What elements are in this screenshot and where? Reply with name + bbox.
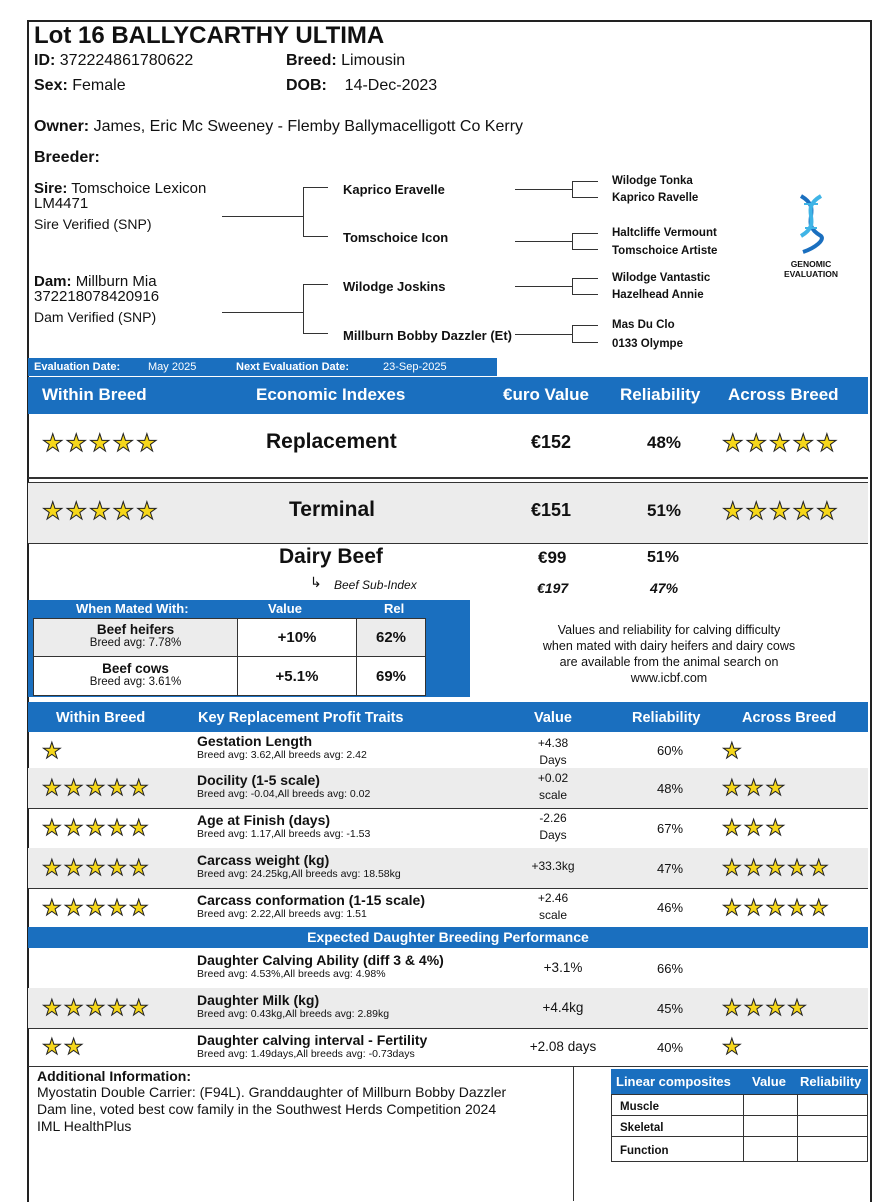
id-row [34, 52, 193, 70]
ped-line [515, 241, 573, 242]
across-stars: ★★★★★ [722, 430, 840, 457]
mated-rel-cell [356, 656, 426, 696]
sire-code: LM4471 [34, 195, 89, 212]
daughter-avg: Breed avg: 1.49days,All breeds avg: -0.73days [197, 1048, 415, 1060]
breed-value: Limousin [341, 52, 406, 69]
econ-header [28, 377, 868, 414]
daughter-name: Daughter Milk (kg) [197, 992, 320, 1008]
within-stars: ★★★★★ [42, 498, 160, 525]
daughter-rel: 66% [656, 960, 684, 976]
sub-arrow-icon: ↳ [310, 574, 322, 590]
trait-avg: Breed avg: 2.22,All breeds avg: 1.51 [197, 908, 367, 920]
dam-label: Dam: [34, 273, 72, 290]
daughter-value: +3.1% [543, 960, 583, 975]
trait-avg: Breed avg: -0.04,All breeds avg: 0.02 [197, 788, 371, 800]
mated-name: Beef cows [102, 661, 169, 676]
traits-header [28, 702, 868, 732]
trait-value: +2.46 [537, 891, 569, 905]
mated-row-label [33, 656, 238, 696]
gg-8: 0133 Olympe [612, 338, 683, 350]
linear-h2: Value [752, 1074, 786, 1089]
econ-h-indexes: Economic Indexes [256, 385, 406, 404]
dam-block [34, 273, 159, 325]
trait-avg: Breed avg: 1.17,All breeds avg: -1.53 [197, 828, 371, 840]
trait-row [28, 733, 868, 769]
ped-line [572, 325, 598, 326]
gg-1: Wilodge Tonka [612, 175, 693, 187]
across-stars: ★ [722, 1034, 744, 1059]
dam-dam: Millburn Bobby Dazzler (Et) [343, 328, 512, 343]
trait-unit: Days [539, 828, 567, 842]
dob-row [286, 77, 437, 95]
trait-rel: 67% [656, 820, 684, 836]
econ-row-dairy-beef [28, 543, 868, 600]
genomic-line1: GENOMIC [790, 259, 832, 269]
trait-name: Age at Finish (days) [197, 812, 331, 828]
daughter-row [28, 988, 868, 1029]
trait-row [28, 768, 868, 809]
trait-rel: 47% [656, 860, 684, 876]
sire-block [34, 180, 206, 232]
mated-h-label: When Mated With: [76, 601, 189, 616]
across-stars: ★★★ [722, 815, 788, 840]
sire-dam: Tomschoice Icon [343, 230, 449, 245]
trait-unit: Days [539, 753, 567, 767]
dam-code: 372218078420916 [34, 288, 160, 305]
daughter-rel: 40% [656, 1039, 684, 1055]
daughter-rel: 45% [656, 1000, 684, 1016]
trait-unit: scale [538, 908, 567, 922]
mated-avg: Breed avg: 3.61% [89, 676, 182, 688]
linear-row [611, 1136, 744, 1162]
across-stars: ★★★★ [722, 995, 809, 1020]
trait-rel: 60% [656, 743, 684, 758]
trait-name: Docility (1-5 scale) [197, 772, 320, 788]
linear-label: Muscle [620, 1101, 659, 1113]
within-stars: ★★★★★ [42, 775, 151, 800]
econ-value: €152 [531, 432, 572, 452]
dam-sire: Wilodge Joskins [343, 279, 446, 294]
sex-value: Female [72, 77, 126, 94]
mated-value: +5.1% [275, 668, 319, 685]
ped-line [572, 181, 598, 182]
owner-value: James, Eric Mc Sweeney - Flemby Ballymacelligott Co Kerry [93, 118, 524, 135]
sub-index-name: Beef Sub-Index [334, 578, 417, 592]
owner-label: Owner: [34, 118, 90, 135]
dam-name: Millburn Mia [75, 273, 157, 290]
dna-icon [791, 192, 831, 254]
traits-h-across: Across Breed [742, 710, 837, 726]
additional-title: Additional Information: [37, 1068, 191, 1084]
across-stars: ★ [722, 737, 744, 763]
trait-row [28, 808, 868, 849]
traits-h-value: Value [534, 710, 572, 726]
trait-value: +33.3kg [531, 859, 575, 873]
next-eval-label: Next Evaluation Date: [236, 361, 350, 373]
linear-row [611, 1115, 744, 1137]
across-stars: ★★★★★ [722, 855, 831, 880]
trait-name: Carcass weight (kg) [197, 852, 330, 868]
within-stars: ★★ [42, 1034, 86, 1059]
sex-label: Sex: [34, 77, 68, 94]
ped-line [303, 236, 328, 237]
daughter-row [28, 948, 868, 989]
econ-rel: 48% [647, 433, 682, 452]
mated-h-rel: Rel [384, 601, 405, 616]
ped-line [303, 284, 328, 285]
across-stars: ★★★★★ [722, 498, 840, 525]
linear-header [611, 1069, 868, 1094]
daughter-header: Expected Daughter Breeding Performance [28, 927, 868, 948]
ped-line [515, 286, 573, 287]
trait-value: +0.02 [537, 771, 569, 785]
dob-label: DOB: [286, 77, 327, 94]
sire-name: Tomschoice Lexicon [71, 180, 207, 197]
gg-3: Haltcliffe Vermount [612, 227, 717, 239]
ped-line [222, 216, 304, 217]
econ-h-across: Across Breed [728, 385, 839, 404]
next-eval: 23-Sep-2025 [383, 361, 447, 373]
econ-name: Replacement [266, 430, 397, 453]
ped-line [572, 249, 598, 250]
trait-rel: 48% [656, 780, 684, 796]
ped-line [572, 233, 598, 234]
gg-4: Tomschoice Artiste [612, 245, 718, 257]
gg-2: Kaprico Ravelle [612, 192, 699, 204]
ped-line [572, 294, 598, 295]
trait-name: Gestation Length [197, 733, 313, 749]
econ-name: Terminal [289, 498, 375, 521]
traits-h-traits: Key Replacement Profit Traits [198, 710, 404, 726]
ped-line [572, 342, 598, 343]
trait-avg: Breed avg: 24.25kg,All breeds avg: 18.58kg [197, 868, 401, 880]
sub-index-value: €197 [537, 580, 569, 596]
mated-rel: 62% [375, 629, 407, 646]
eval-date-label: Evaluation Date: [34, 361, 121, 373]
linear-row [611, 1094, 744, 1116]
gg-6: Hazelhead Annie [612, 289, 704, 301]
mated-rel: 69% [375, 668, 407, 685]
trait-unit: scale [538, 788, 567, 802]
ped-line [303, 187, 328, 188]
daughter-value: +4.4kg [542, 1000, 584, 1015]
linear-rel [797, 1094, 868, 1116]
mated-note [470, 622, 868, 686]
ped-line [303, 187, 304, 237]
additional-line: Myostatin Double Carrier: (F94L). Granddaughter of Millburn Bobby Dazzler [37, 1084, 507, 1100]
note-line: www.icbf.com [630, 671, 708, 685]
mated-name: Beef heifers [96, 622, 175, 637]
linear-rel [797, 1115, 868, 1137]
econ-name: Dairy Beef [279, 545, 383, 568]
dob-value: 14-Dec-2023 [344, 77, 438, 94]
breed-row [286, 52, 405, 70]
within-stars: ★ [42, 737, 64, 763]
linear-value [743, 1136, 798, 1162]
ped-line [572, 278, 598, 279]
ped-line [572, 325, 573, 343]
econ-row-replacement [28, 414, 868, 479]
econ-value: €151 [531, 500, 572, 520]
traits-h-within: Within Breed [56, 710, 146, 726]
genomic-line2: EVALUATION [784, 269, 838, 279]
additional-info [28, 1066, 574, 1201]
econ-rel: 51% [647, 501, 682, 520]
trait-rel: 46% [656, 900, 684, 915]
ped-line [515, 189, 573, 190]
breeder-label: Breeder: [34, 149, 100, 166]
daughter-row [28, 1028, 868, 1067]
dam-verified: Dam Verified (SNP) [34, 309, 157, 325]
gg-5: Wilodge Vantastic [612, 272, 711, 284]
note-line: Values and reliability for calving difficulty [557, 623, 781, 637]
note-line: are available from the animal search on [559, 655, 779, 669]
trait-avg: Breed avg: 3.62,All breeds avg: 2.42 [197, 749, 367, 761]
ped-line [303, 333, 328, 334]
id-label: ID: [34, 52, 56, 69]
eval-date: May 2025 [148, 361, 197, 373]
trait-row [28, 848, 868, 889]
econ-rel: 51% [647, 549, 680, 566]
linear-value [743, 1094, 798, 1116]
ped-line [572, 278, 573, 295]
across-stars: ★★★ [722, 775, 788, 800]
ped-line [222, 312, 304, 313]
across-stars: ★★★★★ [722, 894, 831, 920]
id-value: 372224861780622 [59, 52, 194, 69]
linear-label: Function [620, 1145, 669, 1157]
trait-row [28, 888, 868, 928]
trait-name: Carcass conformation (1-15 scale) [197, 892, 425, 908]
within-stars: ★★★★★ [42, 430, 160, 457]
traits-h-rel: Reliability [632, 710, 701, 726]
econ-h-within: Within Breed [42, 385, 147, 404]
note-line: when mated with dairy heifers and dairy cows [542, 639, 796, 653]
linear-value [743, 1115, 798, 1137]
sub-index-rel: 47% [650, 580, 679, 596]
lot-title: Lot 16 BALLYCARTHY ULTIMA [34, 22, 385, 49]
genomic-logo [778, 192, 844, 279]
mated-row-label [33, 618, 238, 657]
econ-h-rel: Reliability [620, 385, 701, 404]
econ-h-value: €uro Value [503, 385, 589, 404]
linear-rel [797, 1136, 868, 1162]
additional-line: IML HealthPlus [37, 1118, 132, 1134]
ped-line [572, 233, 573, 250]
ped-line [572, 181, 573, 198]
mated-value-cell [237, 656, 357, 696]
within-stars: ★★★★★ [42, 894, 151, 920]
within-stars: ★★★★★ [42, 815, 151, 840]
sire-verified: Sire Verified (SNP) [34, 216, 152, 232]
daughter-avg: Breed avg: 0.43kg,All breeds avg: 2.89kg [197, 1008, 390, 1020]
within-stars: ★★★★★ [42, 995, 151, 1020]
daughter-value: +2.08 days [529, 1039, 597, 1054]
mated-value-cell [237, 618, 357, 657]
evaluation-bar [28, 358, 497, 376]
breed-label: Breed: [286, 52, 337, 69]
within-stars: ★★★★★ [42, 855, 151, 880]
ped-line [572, 197, 598, 198]
sire-label: Sire: [34, 180, 68, 197]
mated-rel-cell [356, 618, 426, 657]
daughter-name: Daughter calving interval - Fertility [197, 1032, 428, 1048]
mated-value: +10% [277, 629, 317, 646]
mated-avg: Breed avg: 7.78% [89, 637, 182, 649]
ped-line [303, 284, 304, 334]
mated-h-value: Value [268, 601, 302, 616]
ped-line [515, 334, 573, 335]
sex-row [34, 77, 126, 95]
owner-row [34, 118, 523, 136]
linear-label: Skeletal [620, 1122, 664, 1134]
sire-sire: Kaprico Eravelle [343, 182, 445, 197]
trait-value: +4.38 [537, 736, 569, 750]
daughter-name: Daughter Calving Ability (diff 3 & 4%) [197, 952, 444, 968]
econ-value: €99 [538, 548, 567, 567]
gg-7: Mas Du Clo [612, 319, 675, 331]
linear-h1: Linear composites [616, 1074, 731, 1089]
econ-row-terminal [28, 482, 868, 544]
daughter-avg: Breed avg: 4.53%,All breeds avg: 4.98% [197, 968, 386, 980]
trait-value: -2.26 [539, 811, 567, 825]
linear-h3: Reliability [800, 1074, 862, 1089]
additional-line: Dam line, voted best cow family in the Southwest Herds Competition 2024 [37, 1101, 497, 1117]
mated-header [28, 600, 470, 618]
